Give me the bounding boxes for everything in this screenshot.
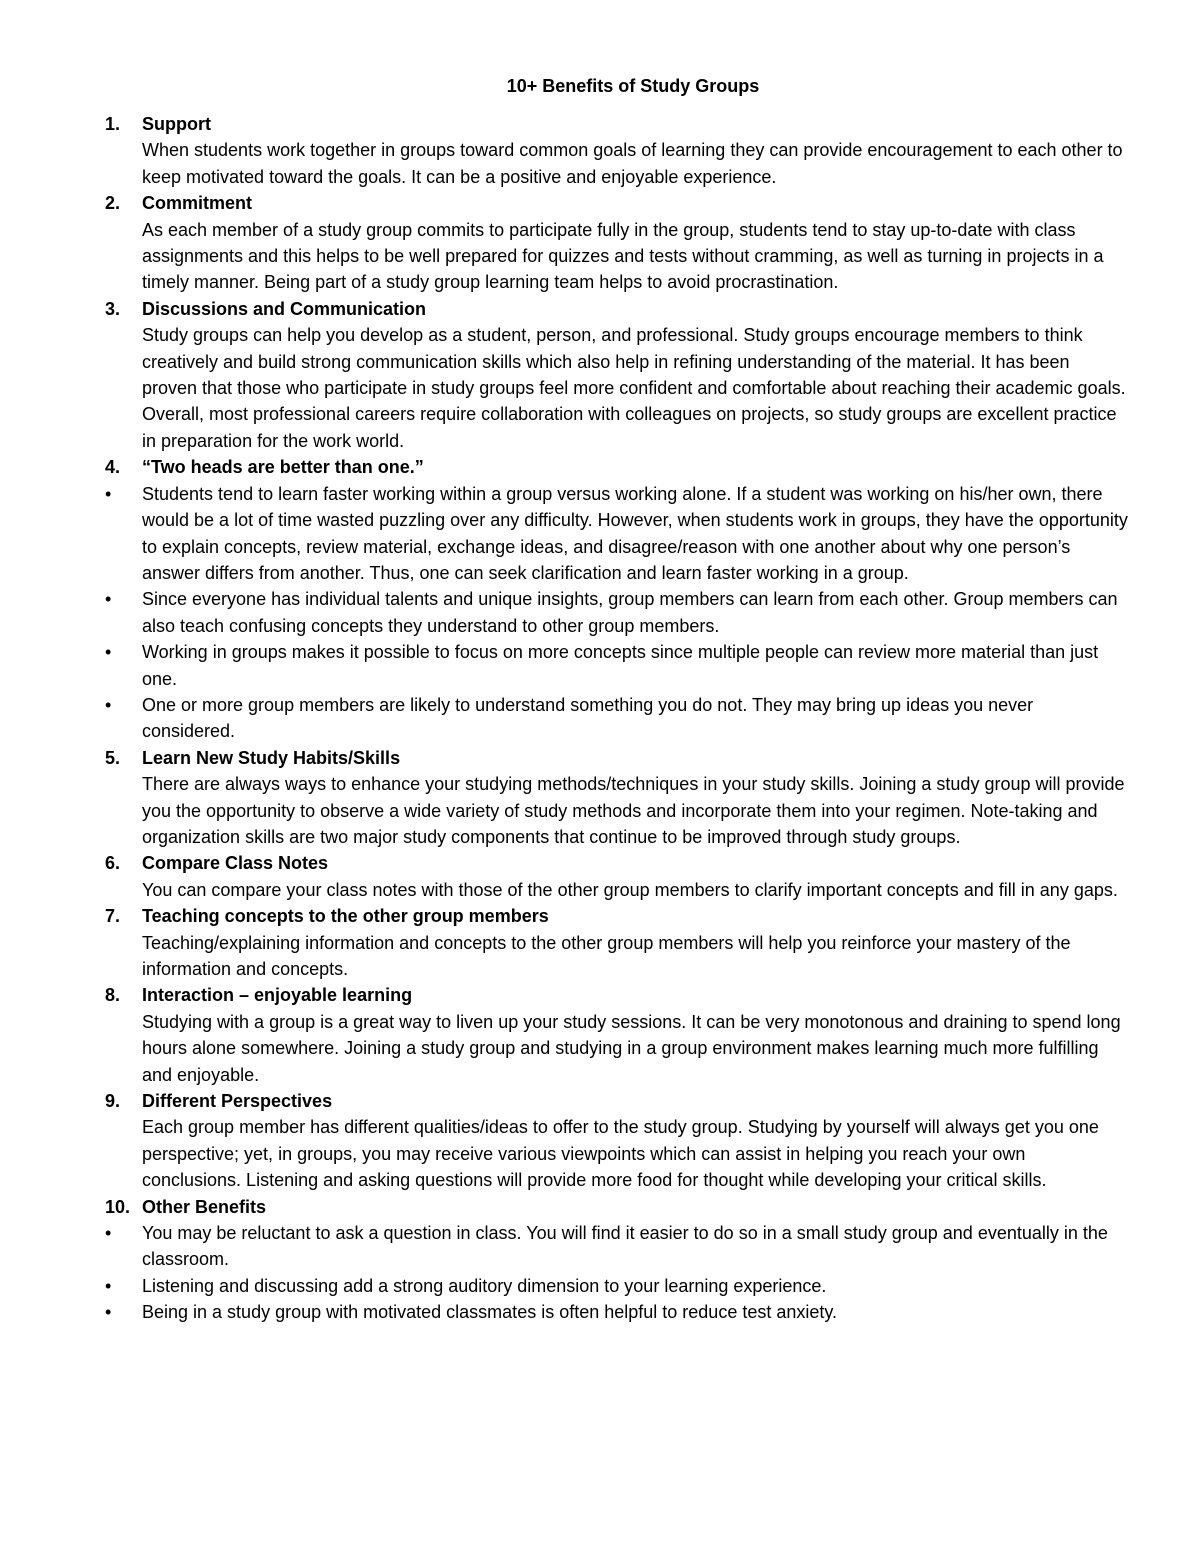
item-heading: Support	[142, 114, 211, 134]
list-item	[105, 850, 1128, 903]
list-item	[105, 111, 1128, 190]
bullet-item	[105, 1220, 1128, 1273]
item-number: 6.	[105, 853, 121, 874]
item-heading: Discussions and Communication	[142, 298, 427, 319]
bullet-text: Being in a study group with motivated classmates is often helpful to reduce test anxiety.	[142, 1302, 838, 1323]
item-heading: Learn New Study Habits/Skills	[142, 747, 401, 768]
item-text: Teaching/explaining information and concepts to the other group members will help you reinforce your mastery of the information and concepts.	[142, 932, 1071, 979]
document-title: 10+ Benefits of Study Groups	[506, 76, 760, 96]
item-number: 8.	[105, 985, 121, 1006]
bullet-icon: •	[105, 1275, 112, 1296]
bullet-icon: •	[105, 483, 112, 504]
bullet-text: Listening and discussing add a strong auditory dimension to your learning experience.	[142, 1275, 827, 1296]
item-number: 5.	[105, 747, 121, 768]
item-number: 4.	[105, 457, 121, 478]
list-item	[105, 1194, 1128, 1220]
item-heading: Other Benefits	[142, 1196, 267, 1217]
list-item	[105, 903, 1128, 982]
item-number: 1.	[105, 114, 121, 134]
bullet-item	[105, 692, 1128, 745]
list-item	[105, 296, 1128, 454]
item-heading: Commitment	[142, 193, 253, 214]
bullet-text: One or more group members are likely to understand something you do not. They may bring up ideas you never considered.	[142, 694, 1034, 742]
item-text: There are always ways to enhance your studying methods/techniques in your study skills. Joining a study group will provide you the opportunity to observe a wide variety of study methods and incorporate them into your regimen. Note-taking and organization skills are two major study components that continue to be improved through study groups.	[142, 774, 1125, 847]
bullet-text: Since everyone has individual talents and unique insights, group members can learn from each other. Group members can also teach confusing concepts they understand to other group members.	[142, 589, 1118, 636]
list-item	[105, 1088, 1128, 1194]
item-text: Each group member has different qualities/ideas to offer to the study group. Studying by yourself will always get you one perspective; yet, in groups, you may receive various viewpoints which can assist in helping you reach your own conclusions. Listening and asking questions will provide more food for thought while developing your critical skills.	[142, 1117, 1099, 1191]
item-text: You can compare your class notes with those of the other group members to clarify important concepts and fill in any gaps.	[142, 879, 1118, 900]
list-item	[105, 745, 1128, 851]
item-number: 9.	[105, 1091, 121, 1112]
item-text: Studying with a group is a great way to liven up your study sessions. It can be very monotonous and draining to spend long hours alone somewhere. Joining a study group and studying in a group environment makes learning much more fulfilling and enjoyable.	[142, 1011, 1121, 1085]
bullet-icon: •	[105, 642, 112, 663]
bullet-text: Working in groups makes it possible to focus on more concepts since multiple people can review more material than just one.	[142, 642, 1099, 689]
bullet-item	[105, 586, 1128, 639]
item-number: 3.	[105, 298, 121, 319]
item-text: As each member of a study group commits to participate fully in the group, students tend to stay up-to-date with class assignments and this helps to be well prepared for quizzes and tests without cramming, as well as turning in projects in a timely manner. Being part of a study group learning team helps to avoid procrastination.	[142, 219, 1104, 293]
item-number: 7.	[105, 906, 121, 927]
list-item	[105, 190, 1128, 296]
item-heading: Compare Class Notes	[142, 853, 329, 874]
bullet-item	[105, 1273, 1128, 1299]
item-heading: Interaction – enjoyable learning	[142, 985, 413, 1006]
item-number: 2.	[105, 193, 121, 214]
item-number: 10.	[105, 1196, 131, 1217]
bullet-icon: •	[105, 1223, 112, 1244]
item-heading: “Two heads are better than one.”	[142, 457, 424, 478]
item-text: When students work together in groups toward common goals of learning they can provide encouragement to each other to keep motivated toward the goals. It can be a positive and enjoyable experience.	[142, 140, 1123, 187]
item-text: Study groups can help you develop as a student, person, and professional. Study groups encourage members to think creatively and build strong communication skills which also help in refining understanding of the material. It has been proven that those who participate in study groups feel more confident and comfortable about reaching their academic goals. Overall, most professional careers require collaboration with colleagues on projects, so study groups are excellent practice in preparation for the work world.	[142, 325, 1126, 451]
list-item	[105, 982, 1128, 1088]
bullet-item	[105, 1299, 1128, 1325]
item-heading: Different Perspectives	[142, 1091, 333, 1112]
item-heading: Teaching concepts to the other group members	[142, 906, 549, 927]
bullet-icon: •	[105, 589, 112, 610]
bullet-item	[105, 639, 1128, 692]
list-item	[105, 454, 1128, 480]
bullet-item	[105, 481, 1128, 587]
bullet-text: You may be reluctant to ask a question in class. You will find it easier to do so in a small study group and eventually in the classroom.	[142, 1223, 1108, 1270]
bullet-icon: •	[105, 694, 112, 715]
bullet-text: Students tend to learn faster working within a group versus working alone. If a student was working on his/her own, there would be a lot of time wasted puzzling over any difficulty. However, when students work in groups, they have the opportunity to explain concepts, review material, exchange ideas, and disagree/reason with one another about why one person’s answer differs from another. Thus, one can seek clarification and learn faster working in a group.	[142, 483, 1128, 583]
bullet-icon: •	[105, 1302, 112, 1323]
